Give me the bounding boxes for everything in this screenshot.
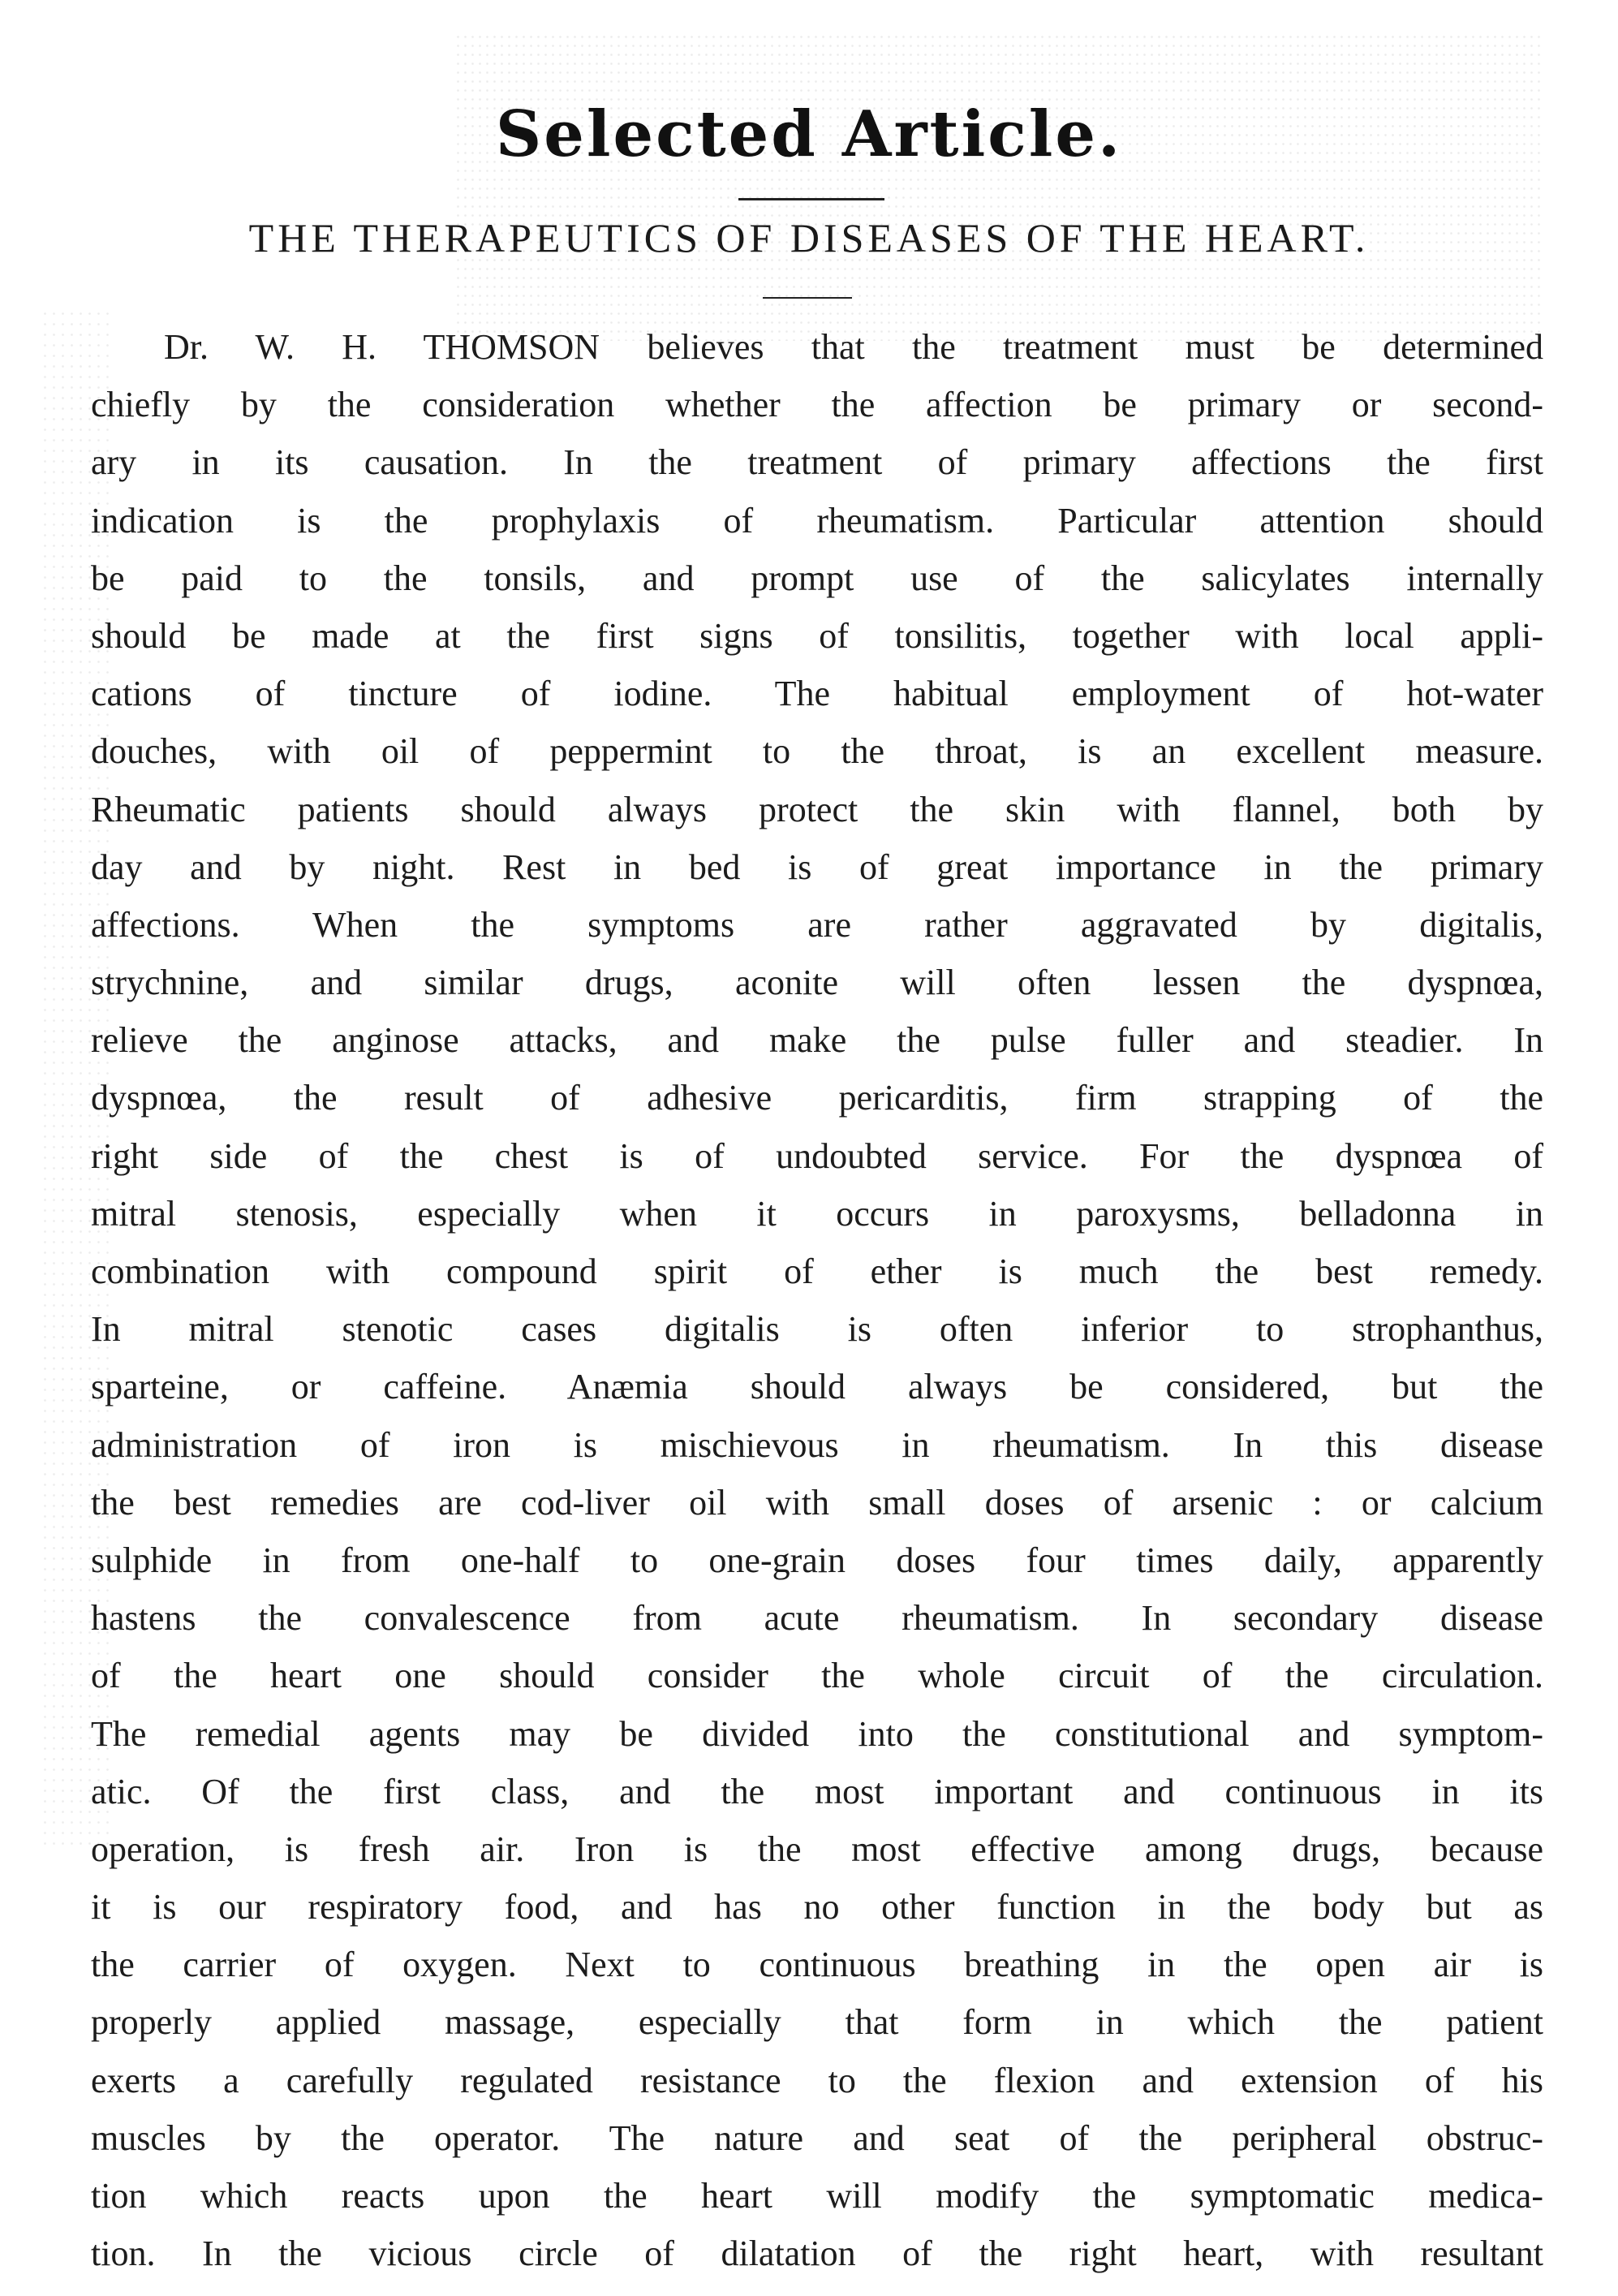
body-line: chiefly by the consideration whether the affection be primary or second- [91,385,1543,425]
body-line: sparteine, or caffeine. Anæmia should always be considered, but the [91,1367,1543,1407]
title-rule [763,297,852,299]
article-title: THE THERAPEUTICS OF DISEASES OF THE HEART. [248,215,1370,261]
body-line: be paid to the tonsils, and prompt use of the salicylates internally [91,558,1543,598]
body-line: right side of the chest is of undoubted service. For the dyspnœa of [91,1135,1543,1176]
body-line: atic. Of the first class, and the most important and continuous in its [91,1771,1543,1811]
body-line: administration of iron is mischievous in rheumatism. In this disease [91,1424,1543,1465]
body-line: relieve the anginose attacks, and make the pulse fuller and steadier. In [91,1020,1543,1061]
body-line: hastens the convalescence from acute rheumatism. In secondary disease [91,1598,1543,1639]
section-heading: Selected Article. [495,97,1123,171]
body-line: Dr. W. H. THOMSON believes that the treatment must be determined [164,327,1543,367]
body-line: dyspnœa, the result of adhesive pericarditis, firm strapping of the [91,1078,1543,1118]
body-line: strychnine, and similar drugs, aconite will often lessen the dyspnœa, [91,963,1543,1003]
body-line: combination with compound spirit of ether is much the best remedy. [91,1251,1543,1291]
body-line: muscles by the operator. The nature and seat of the peripheral obstruc- [91,2117,1543,2158]
print-speckle-top [454,32,1542,341]
body-line: tion which reacts upon the heart will modify the symptomatic medica- [91,2176,1543,2216]
body-line: it is our respiratory food, and has no other function in the body but as [91,1887,1543,1928]
body-line: of the heart one should consider the whole circuit of the circulation. [91,1656,1543,1696]
body-line: should be made at the first signs of tonsilitis, together with local appli- [91,615,1543,656]
article-body [91,318,1543,2282]
body-line: affections. When the symptoms are rather aggravated by digitalis, [91,904,1543,945]
body-line: douches, with oil of peppermint to the throat, is an excellent measure. [91,731,1543,772]
body-line: the best remedies are cod-liver oil with small doses of arsenic : or calcium [91,1482,1543,1523]
body-line: operation, is fresh air. Iron is the most effective among drugs, because [91,1829,1543,1869]
body-line: The remedial agents may be divided into the constitutional and symptom- [91,1713,1543,1754]
body-line: day and by night. Rest in bed is of great importance in the primary [91,846,1543,887]
body-line: Rheumatic patients should always protect the skin with flannel, both by [91,789,1543,829]
body-line: mitral stenosis, especially when it occurs in paroxysms, belladonna in [91,1193,1543,1234]
body-line: the carrier of oxygen. Next to continuous breathing in the open air is [91,1945,1543,1985]
body-line: indication is the prophylaxis of rheumatism. Particular attention should [91,500,1543,541]
body-line: sulphide in from one-half to one-grain doses four times daily, apparently [91,1540,1543,1580]
body-line: tion. In the vicious circle of dilatation of the right heart, with resultant [91,2234,1543,2274]
body-line: In mitral stenotic cases digitalis is often inferior to strophanthus, [91,1309,1543,1350]
body-line: exerts a carefully regulated resistance to the flexion and extension of his [91,2060,1543,2100]
body-line: properly applied massage, especially that form in which the patient [91,2002,1543,2043]
body-line: ary in its causation. In the treatment of primary affections the first [91,442,1543,483]
body-line: cations of tincture of iodine. The habitual employment of hot-water [91,674,1543,714]
heading-rule [738,198,884,200]
